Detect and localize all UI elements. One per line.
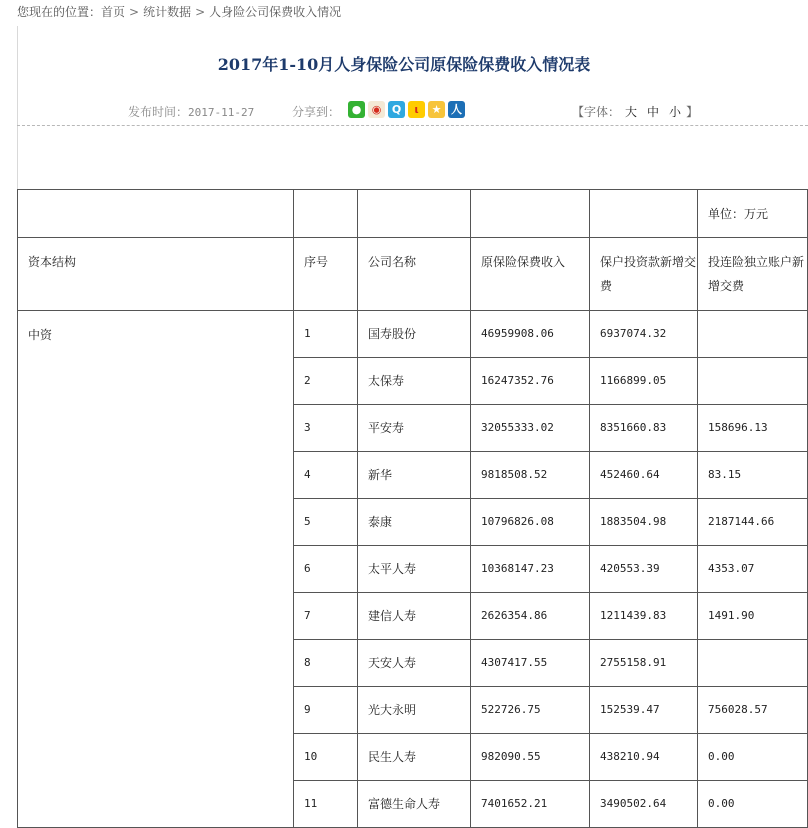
unit-linked-value: 158696.13 bbox=[698, 405, 808, 452]
table-cell bbox=[18, 190, 294, 238]
row-number: 3 bbox=[294, 405, 358, 452]
renren-icon[interactable]: 人 bbox=[448, 101, 465, 118]
breadcrumb-current: 人身险公司保费收入情况 bbox=[209, 5, 342, 19]
header-row bbox=[18, 238, 808, 311]
row-number: 5 bbox=[294, 499, 358, 546]
investment-value: 420553.39 bbox=[590, 546, 698, 593]
unit-linked-value: 83.15 bbox=[698, 452, 808, 499]
premium-value: 4307417.55 bbox=[471, 640, 590, 687]
row-number: 1 bbox=[294, 311, 358, 358]
unit-linked-value: 756028.57 bbox=[698, 687, 808, 734]
company-name: 新华 bbox=[358, 452, 471, 499]
premium-value: 16247352.76 bbox=[471, 358, 590, 405]
premium-value: 982090.55 bbox=[471, 734, 590, 781]
investment-value: 152539.47 bbox=[590, 687, 698, 734]
weibo-icon[interactable]: ◉ bbox=[368, 101, 385, 118]
header-premium: 原保险保费收入 bbox=[471, 238, 590, 311]
article-meta bbox=[0, 101, 808, 121]
breadcrumb-separator: > bbox=[195, 5, 206, 19]
font-size-label: 【字体： bbox=[572, 105, 621, 119]
breadcrumb-home-link[interactable]: 首页 bbox=[101, 5, 126, 19]
premium-value: 10368147.23 bbox=[471, 546, 590, 593]
company-name: 平安寿 bbox=[358, 405, 471, 452]
premium-value: 7401652.21 bbox=[471, 781, 590, 828]
investment-value: 1166899.05 bbox=[590, 358, 698, 405]
header-unit-linked: 投连险独立账户新增交费 bbox=[698, 238, 808, 311]
company-name: 泰康 bbox=[358, 499, 471, 546]
font-size-close: 】 bbox=[686, 105, 699, 119]
row-number: 7 bbox=[294, 593, 358, 640]
premium-value: 10796826.08 bbox=[471, 499, 590, 546]
premium-value: 522726.75 bbox=[471, 687, 590, 734]
investment-value: 1211439.83 bbox=[590, 593, 698, 640]
row-number: 4 bbox=[294, 452, 358, 499]
row-number: 11 bbox=[294, 781, 358, 828]
company-name: 太保寿 bbox=[358, 358, 471, 405]
header-number: 序号 bbox=[294, 238, 358, 311]
table-row bbox=[18, 311, 808, 358]
company-name: 太平人寿 bbox=[358, 546, 471, 593]
page-title: 2017年1-10月人身保险公司原保险保费收入情况表 bbox=[217, 55, 591, 74]
row-number: 9 bbox=[294, 687, 358, 734]
investment-value: 438210.94 bbox=[590, 734, 698, 781]
font-size-control bbox=[572, 103, 698, 120]
row-number: 10 bbox=[294, 734, 358, 781]
premium-table bbox=[17, 189, 808, 828]
table-cell bbox=[294, 190, 358, 238]
qzone-icon[interactable]: ★ bbox=[428, 101, 445, 118]
breadcrumb-section-link[interactable]: 统计数据 bbox=[143, 5, 192, 19]
company-name: 富德生命人寿 bbox=[358, 781, 471, 828]
row-number: 6 bbox=[294, 546, 358, 593]
font-size-small[interactable]: 小 bbox=[669, 105, 682, 119]
investment-value: 8351660.83 bbox=[590, 405, 698, 452]
company-name: 光大永明 bbox=[358, 687, 471, 734]
premium-value: 2626354.86 bbox=[471, 593, 590, 640]
premium-value: 9818508.52 bbox=[471, 452, 590, 499]
unit-row bbox=[18, 190, 808, 238]
header-company: 公司名称 bbox=[358, 238, 471, 311]
unit-linked-value: 0.00 bbox=[698, 734, 808, 781]
company-name: 国寿股份 bbox=[358, 311, 471, 358]
investment-value: 6937074.32 bbox=[590, 311, 698, 358]
unit-linked-value: 2187144.66 bbox=[698, 499, 808, 546]
investment-value: 452460.64 bbox=[590, 452, 698, 499]
share-label: 分享到： bbox=[292, 105, 341, 119]
breadcrumb-prefix: 您现在的位置： bbox=[17, 5, 102, 19]
company-name: 建信人寿 bbox=[358, 593, 471, 640]
investment-value: 1883504.98 bbox=[590, 499, 698, 546]
row-number: 2 bbox=[294, 358, 358, 405]
table-cell bbox=[358, 190, 471, 238]
unit-label: 单位：万元 bbox=[698, 190, 808, 238]
qq-icon[interactable]: Q bbox=[388, 101, 405, 118]
wechat-icon[interactable]: ● bbox=[348, 101, 365, 118]
header-investment: 保户投资款新增交费 bbox=[590, 238, 698, 311]
investment-value: 3490502.64 bbox=[590, 781, 698, 828]
unit-linked-value bbox=[698, 358, 808, 405]
company-name: 民生人寿 bbox=[358, 734, 471, 781]
unit-linked-value bbox=[698, 311, 808, 358]
row-number: 8 bbox=[294, 640, 358, 687]
premium-value: 32055333.02 bbox=[471, 405, 590, 452]
unit-linked-value bbox=[698, 640, 808, 687]
share-icons bbox=[348, 101, 465, 118]
unit-linked-value: 1491.90 bbox=[698, 593, 808, 640]
investment-value: 2755158.91 bbox=[590, 640, 698, 687]
publish-date: 2017-11-27 bbox=[188, 106, 255, 119]
table-cell bbox=[590, 190, 698, 238]
unit-linked-value: 0.00 bbox=[698, 781, 808, 828]
unit-linked-value: 4353.07 bbox=[698, 546, 808, 593]
table-cell bbox=[471, 190, 590, 238]
publish-label: 发布时间： bbox=[128, 105, 189, 119]
font-size-large[interactable]: 大 bbox=[625, 105, 638, 119]
divider bbox=[17, 125, 808, 126]
tieba-icon[interactable]: ι bbox=[408, 101, 425, 118]
capital-group-cell: 中资 bbox=[18, 311, 294, 828]
breadcrumb-separator: > bbox=[129, 5, 140, 19]
publish-info bbox=[128, 103, 254, 120]
header-capital-structure: 资本结构 bbox=[18, 238, 294, 311]
premium-value: 46959908.06 bbox=[471, 311, 590, 358]
font-size-medium[interactable]: 中 bbox=[647, 105, 660, 119]
breadcrumb bbox=[17, 3, 341, 20]
company-name: 天安人寿 bbox=[358, 640, 471, 687]
